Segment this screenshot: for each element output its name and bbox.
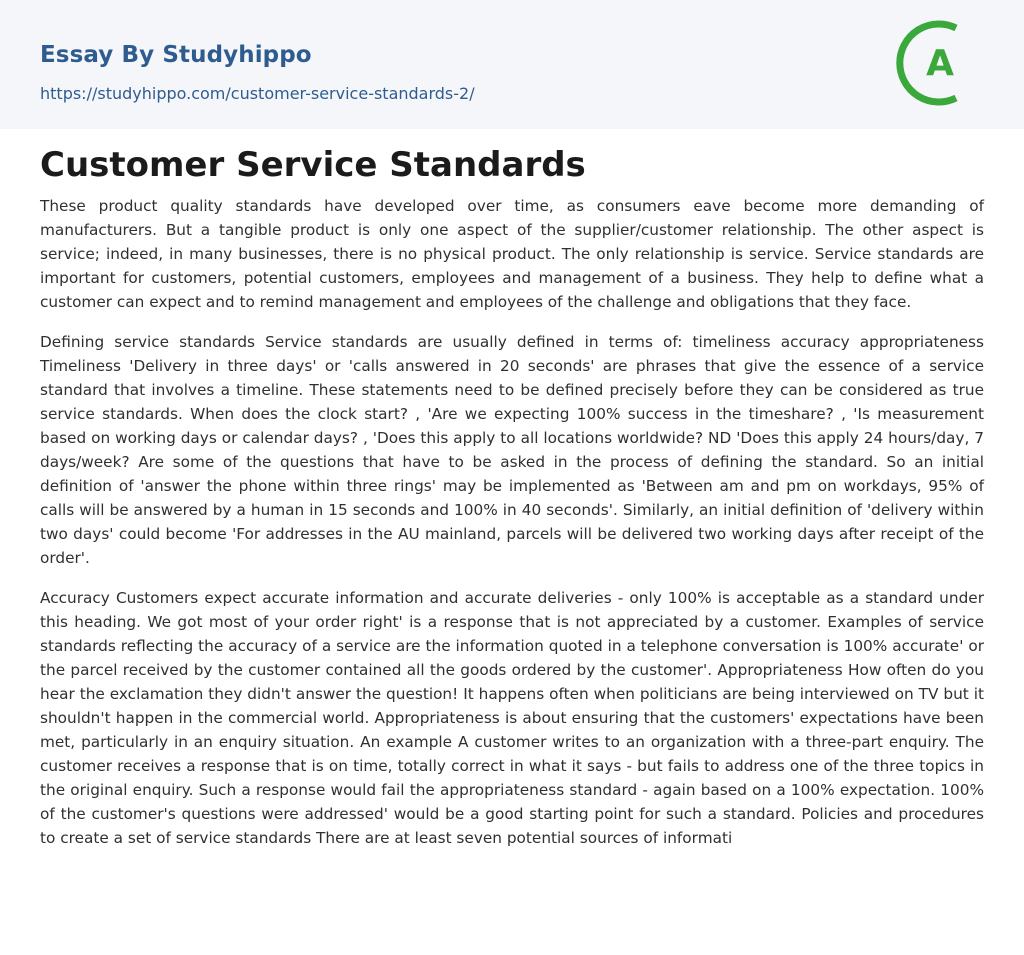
- studyhippo-logo-icon[interactable]: [896, 18, 986, 108]
- paragraph: Defining service standards Service standards are usually defined in terms of: timeliness accuracy appropriateness Timeliness 'Delivery in three days' or 'calls answered in 20 seconds' are phrases that give the essence of a service standard that involves a timeline. These statements need to be defined precisely before they can be considered as true service standards. When does the clock start? , 'Are we expecting 100% success in the timeshare? , 'Is measurement based on working days or calendar days? , 'Does this apply to all locations worldwide? ND 'Does this apply 24 hours/day, 7 days/week? Are some of the questions that have to be asked in the process of defining the standard. So an initial definition of 'answer the phone within three rings' may be implemented as 'Between am and pm on workdays, 95% of calls will be answered by a human in 15 seconds and 100% in 40 seconds'. Similarly, an initial definition of 'delivery within two days' could become 'For addresses in the AU mainland, parcels will be delivered two working days after receipt of the order'.: [40, 333, 984, 567]
- brand-title[interactable]: Essay By Studyhippo: [40, 42, 312, 68]
- logo-letter: A: [926, 43, 954, 84]
- paragraph: These product quality standards have developed over time, as consumers eave become more demanding of manufacturers. But a tangible product is only one aspect of the supplier/customer relationship. The other aspect is service; indeed, in many businesses, there is no physical product. The only relationship is service. Service standards are important for customers, potential customers, employees and management of a business. They help to define what a customer can expect and to remind management and employees of the challenge and obligations that they face.: [40, 197, 984, 311]
- paragraph: Accuracy Customers expect accurate information and accurate deliveries - only 100% is acceptable as a standard under this heading. We got most of your order right' is a response that is not appreciated by a customer. Examples of service standards reflecting the accuracy of a service are the information quoted in a telephone conversation is 100% accurate' or the parcel received by the customer contained all the goods ordered by the customer'. Appropriateness How often do you hear the exclamation they didn't answer the question! It happens often when politicians are being interviewed on TV but it shouldn't happen in the commercial world. Appropriateness is about ensuring that the customers' expectations have been met, particularly in an enquiry situation. An example A customer writes to an organization with a three-part enquiry. The customer receives a response that is on time, totally correct in what it says - but fails to address one of the three topics in the original enquiry. Such a response would fail the appropriateness standard - again based on a 100% expectation. 100% of the customer's questions were addressed' would be a good starting point for such a standard. Policies and procedures to create a set of service standards There are at least seven potential sources of informati: [40, 589, 984, 847]
- source-url-link[interactable]: https://studyhippo.com/customer-service-standards-2/: [40, 84, 475, 103]
- essay-body: [40, 194, 984, 866]
- page-header: [0, 0, 1024, 129]
- essay-title: Customer Service Standards: [40, 145, 586, 185]
